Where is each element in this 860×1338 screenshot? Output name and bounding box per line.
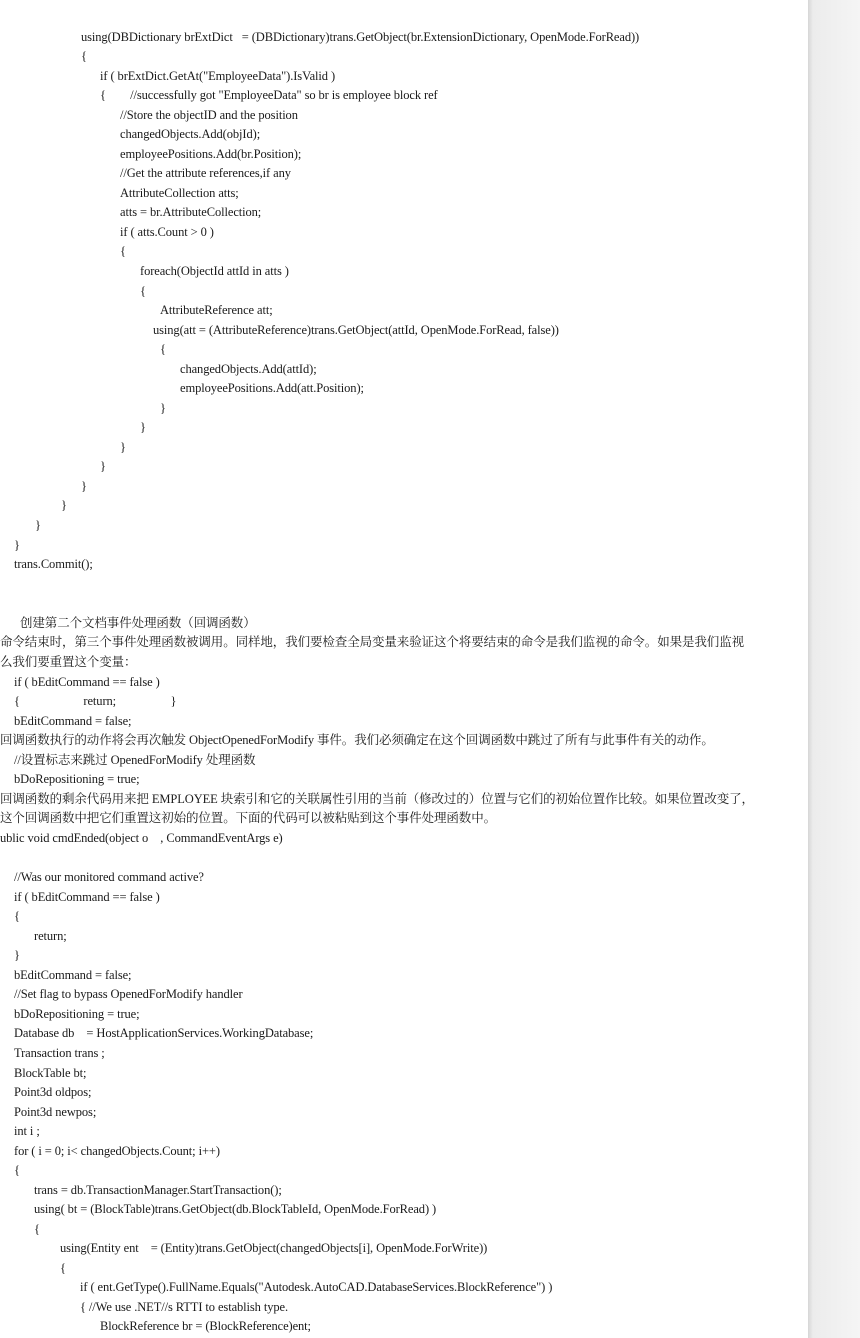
code-line: changedObjects.Add(objId);	[120, 127, 261, 141]
code-line: AttributeCollection atts;	[120, 186, 239, 200]
code-line: if ( brExtDict.GetAt("EmployeeData").IsValid )	[100, 69, 336, 83]
code-line: {	[120, 244, 126, 258]
code-line: ublic void cmdEnded(object o , CommandEventArgs e)	[0, 831, 283, 845]
body-text: 这个回调函数中把它们重置这初始的位置。下面的代码可以被粘贴到这个事件处理函数中。	[0, 811, 497, 825]
code-line: {	[34, 1222, 40, 1236]
code-line: AttributeReference att;	[160, 303, 273, 317]
code-line: bDoRepositioning = true;	[14, 1007, 140, 1021]
code-line: }	[120, 440, 126, 454]
body-text: 回调函数的剩余代码用来把 EMPLOYEE 块索引和它的关联属性引用的当前（修改过的）位置与它们的初始位置作比较。如果位置改变了，	[0, 792, 754, 806]
code-line: {	[14, 1163, 20, 1177]
code-line: {	[81, 49, 87, 63]
code-line: Point3d newpos;	[14, 1105, 97, 1119]
body-text: 回调函数执行的动作将会再次触发 ObjectOpenedForModify 事件。我们必须确定在这个回调函数中跳过了所有与此事件有关的动作。	[0, 733, 714, 747]
code-line: {	[14, 909, 20, 923]
code-line: }	[100, 459, 106, 473]
code-line: changedObjects.Add(attId);	[180, 362, 317, 376]
code-line: using(DBDictionary brExtDict = (DBDictionary)trans.GetObject(br.ExtensionDictionary, OpenMode.ForRead))	[81, 30, 640, 44]
code-line: return;	[34, 929, 67, 943]
code-line: BlockTable bt;	[14, 1066, 87, 1080]
code-line: Transaction trans ;	[14, 1046, 105, 1060]
code-line: //Set flag to bypass OpenedForModify handler	[14, 987, 243, 1001]
code-line: trans = db.TransactionManager.StartTransaction();	[34, 1183, 282, 1197]
code-line: atts = br.AttributeCollection;	[120, 205, 262, 219]
code-line: employeePositions.Add(att.Position);	[180, 381, 364, 395]
code-line: }	[35, 518, 41, 532]
body-text: 命令结束时，第三个事件处理函数被调用。同样地，我们要检查全局变量来验证这个将要结束的命令是我们监视的命令。如果是我们监视	[0, 635, 745, 649]
code-line: if ( bEditCommand == false )	[14, 675, 160, 689]
code-line: trans.Commit();	[14, 557, 93, 571]
code-line: BlockReference br = (BlockReference)ent;	[100, 1319, 311, 1333]
page-edge-shadow	[808, 0, 860, 1338]
code-line: //Get the attribute references,if any	[120, 166, 291, 180]
code-line: {	[160, 342, 166, 356]
code-line: if ( atts.Count > 0 )	[120, 225, 214, 239]
code-line: }	[140, 420, 146, 434]
code-line: //Store the objectID and the position	[120, 108, 298, 122]
code-line: bEditCommand = false;	[14, 968, 132, 982]
code-line: employeePositions.Add(br.Position);	[120, 147, 302, 161]
code-line: using(att = (AttributeReference)trans.GetObject(attId, OpenMode.ForRead, false))	[153, 323, 559, 337]
code-line: //设置标志来跳过 OpenedForModify 处理函数	[14, 753, 256, 767]
code-line: }	[61, 498, 67, 512]
code-line: Point3d oldpos;	[14, 1085, 92, 1099]
code-line: using( bt = (BlockTable)trans.GetObject(db.BlockTableId, OpenMode.ForRead) )	[34, 1202, 437, 1216]
body-text: 么我们要重置这个变量：	[0, 655, 137, 669]
code-line: using(Entity ent = (Entity)trans.GetObject(changedObjects[i], OpenMode.ForWrite))	[60, 1241, 488, 1255]
code-line: //Was our monitored command active?	[14, 870, 204, 884]
section-heading: 创建第二个文档事件处理函数（回调函数）	[20, 616, 256, 630]
code-line: if ( ent.GetType().FullName.Equals("Autodesk.AutoCAD.DatabaseServices.BlockReference") )	[80, 1280, 553, 1294]
code-line: bDoRepositioning = true;	[14, 772, 140, 786]
code-line: for ( i = 0; i< changedObjects.Count; i++)	[14, 1144, 220, 1158]
code-line: int i ;	[14, 1124, 40, 1138]
code-line: {	[140, 284, 146, 298]
code-line: Database db = HostApplicationServices.WorkingDatabase;	[14, 1026, 314, 1040]
code-line: }	[14, 538, 20, 552]
code-line: {	[60, 1261, 66, 1275]
code-line: { return; }	[14, 694, 177, 708]
code-line: { //successfully got "EmployeeData" so br is employee block ref	[100, 88, 438, 102]
code-line: bEditCommand = false;	[14, 714, 132, 728]
code-line: }	[160, 401, 166, 415]
code-line: }	[14, 948, 20, 962]
code-line: if ( bEditCommand == false )	[14, 890, 160, 904]
code-line: foreach(ObjectId attId in atts )	[140, 264, 289, 278]
code-line: }	[81, 479, 87, 493]
code-line: { //We use .NET//s RTTI to establish type.	[80, 1300, 288, 1314]
